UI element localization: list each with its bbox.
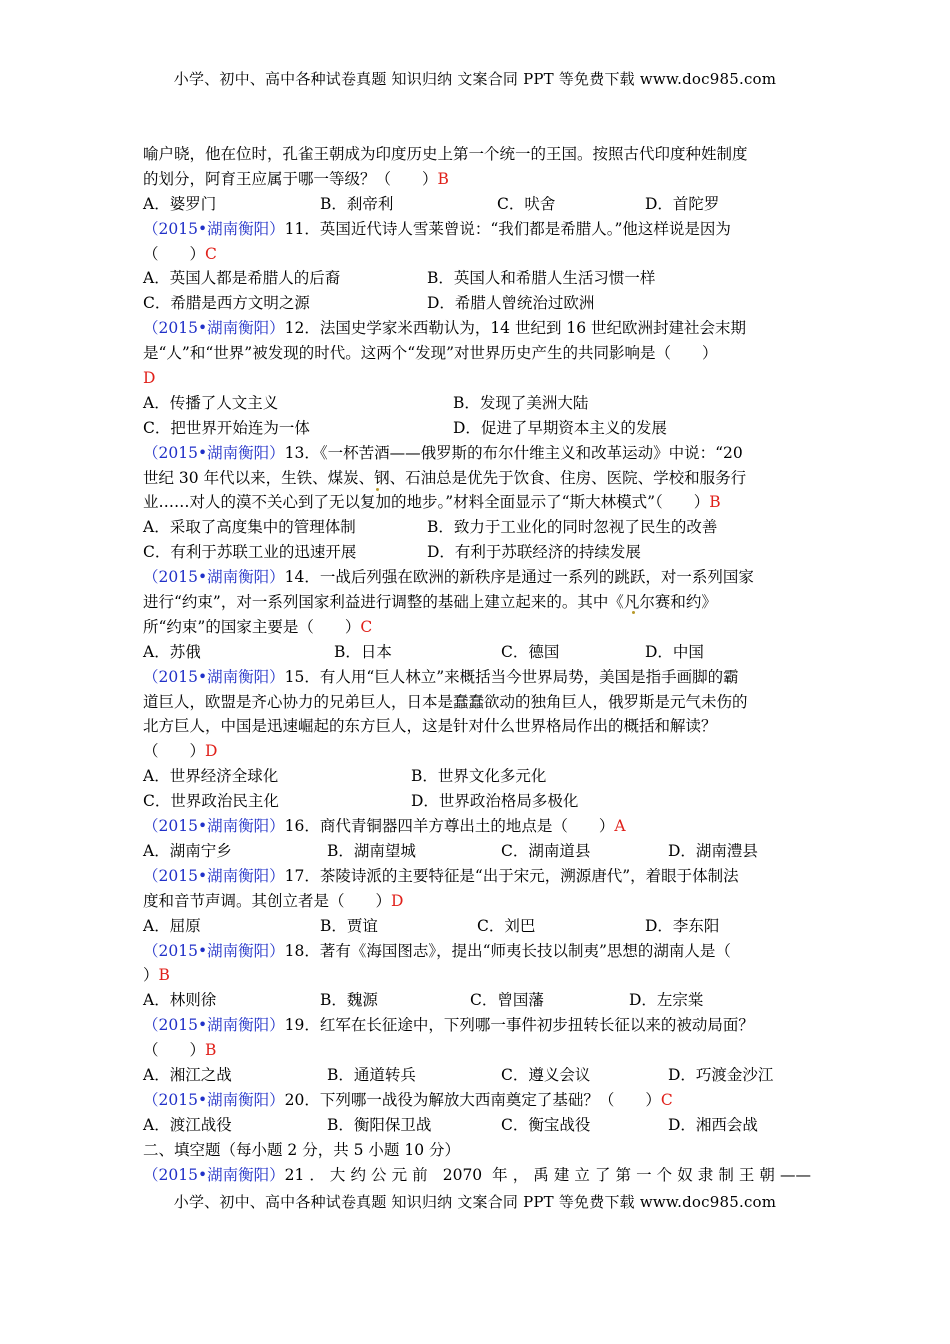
option-c: C．德国 (501, 642, 560, 661)
q21-stem: （2015•湖南衡阳） 21．大约公元前 2070 年，禹建立了第一个奴隶制王朝—— (143, 1163, 811, 1188)
q19-options (143, 1063, 811, 1088)
option-c: C．遵义会议 (501, 1065, 591, 1084)
section-title: 二、填空题（每小题 2 分，共 5 小题 10 分） (143, 1140, 461, 1159)
q16-answer: A (614, 817, 626, 836)
option-b: B．衡阳保卫战 (327, 1115, 432, 1134)
q13-line3: 业……对人的漠不关心到了无以复加的地步。”材料全面显示了“斯大林模式”（ ）B (143, 493, 721, 512)
q16-stem: （2015•湖南衡阳）16．商代青铜器四羊方尊出土的地点是（ ）A (143, 817, 626, 836)
option-b: B．刹帝利 (320, 194, 394, 213)
option-a: A．英国人都是希腊人的后裔 (143, 269, 341, 288)
option-a: A．采取了高度集中的管理体制 (143, 518, 356, 537)
source-tag: （2015•湖南衡阳） (143, 817, 285, 836)
q15-answer: D (205, 742, 218, 761)
option-a: A．屈原 (143, 916, 201, 935)
option-c: C．曾国藩 (470, 991, 544, 1010)
q11-answer: C (205, 244, 217, 263)
option-c: C．衡宝战役 (501, 1115, 591, 1134)
page-footer: 小学、初中、高中各种试卷真题 知识归纳 文案合同 PPT 等免费下载 www.doc985.com (173, 1193, 777, 1211)
option-c: C．吠舍 (497, 194, 556, 213)
q10-line2: 的划分，阿育王应属于哪一等级？（ ）B (143, 169, 449, 188)
q13-options-row1 (143, 515, 811, 540)
q12-options-row2 (143, 416, 811, 441)
option-d: D．巧渡金沙江 (668, 1065, 774, 1084)
option-a: A．世界经济全球化 (143, 767, 279, 786)
option-a: A．林则徐 (143, 991, 217, 1010)
source-tag: （2015•湖南衡阳） (143, 1165, 285, 1184)
source-tag: （2015•湖南衡阳） (143, 866, 285, 885)
q18-answer: B (158, 966, 170, 985)
q14-answer: C (360, 617, 373, 636)
q17-answer: D (391, 891, 404, 910)
q16-options (143, 839, 811, 864)
q19-stem: （2015•湖南衡阳）19．红军在长征途中，下列哪一事件初步扭转长征以来的被动局面？ (143, 1016, 754, 1035)
option-b: B．英国人和希腊人生活习惯一样 (427, 269, 656, 288)
q11-stem: （2015•湖南衡阳）11．英国近代诗人雪莱曾说：“我们都是希腊人。”他这样说是因为 (143, 219, 731, 238)
option-d: D．希腊人曾统治过欧洲 (427, 294, 595, 313)
q19-line2: （ ）B (143, 1041, 217, 1060)
option-c: C．世界政治民主化 (143, 792, 279, 811)
q17-line2: 度和音节声调。其创立者是（ ）D (143, 891, 404, 910)
source-tag: （2015•湖南衡阳） (143, 941, 285, 960)
q10-options (143, 192, 811, 217)
option-b: B．魏源 (320, 991, 378, 1010)
q15-line2: 道巨人，欧盟是齐心协力的兄弟巨人，日本是蠢蠢欲动的独角巨人，俄罗斯是元气未伤的 (143, 692, 748, 711)
option-b: B．致力于工业化的同时忽视了民生的改善 (427, 518, 718, 537)
q15-options-row2 (143, 789, 811, 814)
stray-mark-dot (376, 488, 379, 491)
q18-stem: （2015•湖南衡阳）18．著有《海国图志》，提出“师夷长技以制夷”思想的湖南人是（ (143, 941, 731, 960)
q10-line1: 喻户晓，他在位时，孔雀王朝成为印度历史上第一个统一的王国。按照古代印度种姓制度 (143, 145, 748, 163)
option-d: D．湘西会战 (668, 1115, 758, 1134)
q17-options (143, 914, 811, 939)
q15-stem: （2015•湖南衡阳）15．有人用“巨人林立”来概括当今世界局势，美国是指手画脚的霸 (143, 667, 739, 686)
q11-line2: （ ）C (143, 244, 217, 263)
option-d: D．促进了早期资本主义的发展 (453, 418, 667, 437)
option-c: C．希腊是西方文明之源 (143, 294, 310, 313)
q12-options-row1 (143, 391, 811, 416)
option-c: C．刘巴 (477, 916, 536, 935)
option-a: A．婆罗门 (143, 194, 217, 213)
q12-stem: （2015•湖南衡阳）12．法国史学家米西勒认为，14 世纪到 16 世纪欧洲封建社会末期 (143, 319, 747, 338)
page-header: 小学、初中、高中各种试卷真题 知识归纳 文案合同 PPT 等免费下载 www.doc985.com (173, 70, 777, 88)
q20-answer: C (660, 1090, 673, 1109)
option-b: B．日本 (334, 642, 392, 661)
q17-stem: （2015•湖南衡阳）17．茶陵诗派的主要特征是“出于宋元，溯源唐代”，着眼于体制法 (143, 866, 739, 885)
option-d: D．有利于苏联经济的持续发展 (427, 543, 641, 562)
source-tag: （2015•湖南衡阳） (143, 1016, 285, 1035)
option-b: B．通道转兵 (327, 1065, 416, 1084)
option-a: A．苏俄 (143, 642, 201, 661)
option-d: D．首陀罗 (645, 194, 720, 213)
q11-options-row1 (143, 266, 811, 291)
q12-answer-line (143, 366, 811, 391)
option-d: D．李东阳 (645, 916, 720, 935)
option-d: D．左宗棠 (629, 991, 704, 1010)
q11-options-row2 (143, 291, 811, 316)
option-b: B．世界文化多元化 (411, 767, 547, 786)
source-tag: （2015•湖南衡阳） (143, 667, 285, 686)
option-a: A．传播了人文主义 (143, 393, 279, 412)
source-tag: （2015•湖南衡阳） (143, 319, 285, 338)
option-d: D．中国 (645, 642, 704, 661)
option-c: C．把世界开始连为一体 (143, 418, 310, 437)
q15-options-row1 (143, 764, 811, 789)
q10-answer: B (437, 169, 449, 188)
option-b: B．发现了美洲大陆 (453, 393, 589, 412)
q12-answer: D (143, 369, 156, 388)
source-tag: （2015•湖南衡阳） (143, 568, 285, 587)
source-tag: （2015•湖南衡阳） (143, 1090, 285, 1109)
q19-answer: B (205, 1041, 217, 1060)
q15-line3: 北方巨人，中国是迅速崛起的东方巨人，这是针对什么世界格局作出的概括和解读？ (143, 717, 717, 736)
option-d: D．湖南澧县 (668, 841, 758, 860)
q13-answer: B (709, 493, 721, 512)
q13-line2: 世纪 30 年代以来，生铁、煤炭、钢、石油总是优先于饮食、住房、医院、学校和服务行 (143, 468, 747, 487)
q13-options-row2 (143, 540, 811, 565)
q13-stem: （2015•湖南衡阳）13．《一杯苦酒——俄罗斯的布尔什维主义和改革运动》中说：“20 (143, 443, 743, 462)
source-tag: （2015•湖南衡阳） (143, 219, 285, 238)
stray-mark-dot (632, 611, 635, 614)
q15-line4: （ ）D (143, 742, 218, 761)
option-c: C．湖南道县 (501, 841, 591, 860)
option-a: A．湘江之战 (143, 1065, 232, 1084)
option-a: A．湖南宁乡 (143, 841, 232, 860)
q12-line2: 是“人”和“世界”被发现的时代。这两个“发现”对世界历史产生的共同影响是（ ） (143, 344, 718, 363)
q20-stem: （2015•湖南衡阳）20．下列哪一战役为解放大西南奠定了基础？（ ）C (143, 1090, 673, 1109)
question-content (143, 142, 811, 1187)
option-b: B．贾谊 (320, 916, 378, 935)
source-tag: （2015•湖南衡阳） (143, 443, 285, 462)
q20-options (143, 1113, 811, 1138)
option-a: A．渡江战役 (143, 1115, 232, 1134)
option-d: D．世界政治格局多极化 (411, 792, 579, 811)
q14-line2: 进行“约束”，对一系列国家利益进行调整的基础上建立起来的。其中《凡尔赛和约》 (143, 593, 717, 612)
q18-line2: ）B (143, 966, 170, 985)
q14-stem: （2015•湖南衡阳）14．一战后列强在欧洲的新秩序是通过一系列的跳跃，对一系列国家 (143, 568, 754, 587)
q14-options (143, 640, 811, 665)
option-c: C．有利于苏联工业的迅速开展 (143, 543, 357, 562)
q18-options (143, 988, 811, 1013)
option-b: B．湖南望城 (327, 841, 416, 860)
q14-line3: 所“约束”的国家主要是（ ）C (143, 617, 373, 636)
